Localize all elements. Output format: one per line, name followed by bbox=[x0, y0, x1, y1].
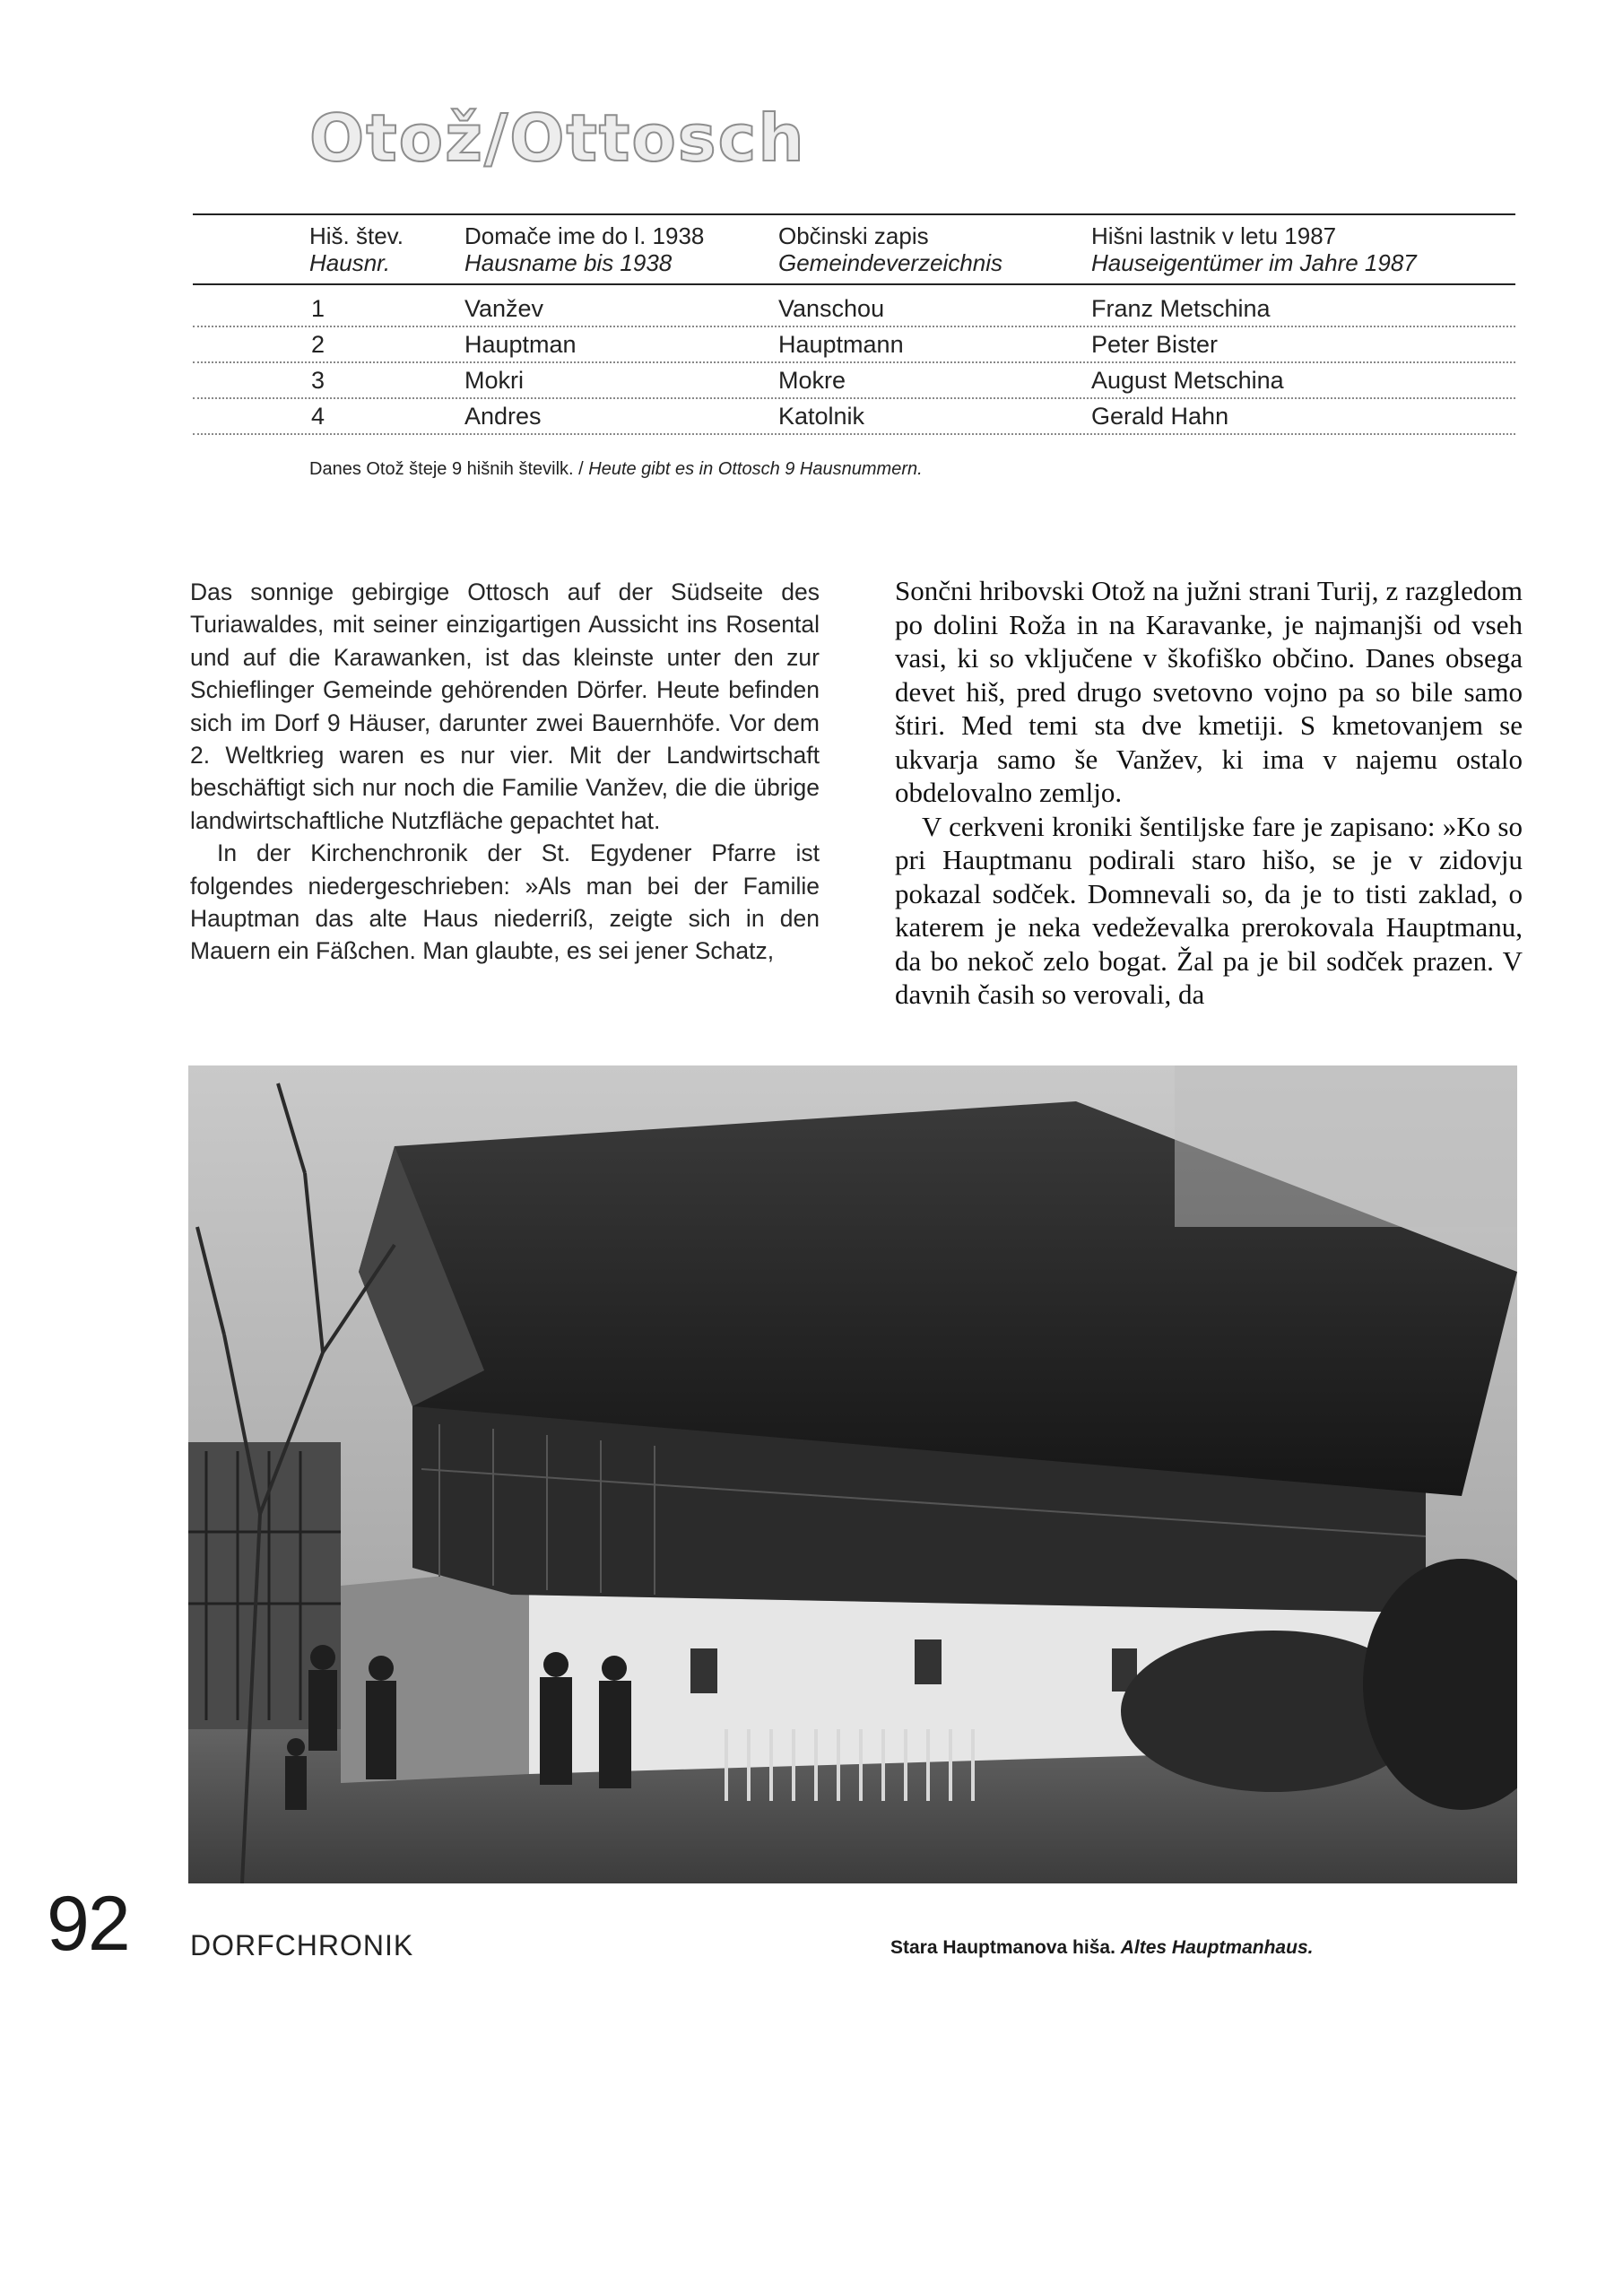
cell-owner: Franz Metschina bbox=[1091, 295, 1271, 322]
cell-house-name: Mokri bbox=[464, 367, 524, 394]
house-photo bbox=[188, 1065, 1517, 1883]
german-text-column bbox=[190, 576, 820, 968]
cell-owner: Gerald Hahn bbox=[1091, 403, 1229, 430]
page-number: 92 bbox=[47, 1881, 129, 1967]
german-paragraph: In der Kirchenchronik der St. Egydener Pfarre ist folgendes niedergeschrieben: »Als man bei der Familie Hauptman das alte Haus niederriß, zeigte sich in den Mauern ein Fäßchen. Man glaubte, es sei jener Schatz, bbox=[190, 839, 820, 965]
cell-register: Vanschou bbox=[778, 295, 885, 322]
cell-register: Katolnik bbox=[778, 403, 865, 430]
cell-number: 2 bbox=[311, 331, 325, 358]
german-paragraph: Das sonnige gebirgige Ottosch auf der Südseite des Turiawaldes, mit seiner einzigartigen Aussicht ins Rosental und auf die Karawanken, ist das kleinste unter den zur Schieflinger Gemeinde gehörenden Dörfer. Heute befinden sich im Dorf 9 Häuser, darunter zwei Bauernhöfe. Vor dem 2. Weltkrieg waren es nur vier. Mit der Landwirtschaft beschäftigt sich nur noch die Familie Vanžev, die die übrige landwirtschaftliche Nutzfläche gepachtet hat. bbox=[190, 578, 820, 834]
table-row bbox=[193, 326, 1515, 363]
header-register: Občinski zapis Gemeindeverzeichnis bbox=[778, 222, 1003, 276]
slovene-text-column bbox=[895, 574, 1523, 1012]
photo-caption: Stara Hauptmanova hiša. Altes Hauptmanhaus. bbox=[890, 1937, 1314, 1958]
header-owner: Hišni lastnik v letu 1987 Hauseigentümer im Jahre 1987 bbox=[1091, 222, 1417, 276]
table-row bbox=[193, 361, 1515, 399]
table-row bbox=[193, 397, 1515, 435]
cell-number: 1 bbox=[311, 295, 325, 322]
cell-register: Hauptmann bbox=[778, 331, 904, 358]
cell-house-name: Vanžev bbox=[464, 295, 544, 322]
section-title: DORFCHRONIK bbox=[190, 1929, 414, 1961]
cell-owner: August Metschina bbox=[1091, 367, 1284, 394]
header-house-name: Domače ime do l. 1938 Hausname bis 1938 bbox=[464, 222, 705, 276]
cell-house-name: Hauptman bbox=[464, 331, 577, 358]
cell-number: 3 bbox=[311, 367, 325, 394]
slovene-paragraph: Sončni hribovski Otož na južni strani Turij, z razgledom po dolini Roža in na Karavanke, je najmanjši od vseh vasi, ki so vključene v škofiško občino. Danes obsega devet hiš, pred drugo svetovno vojno pa so bile samo štiri. Med temi sta dve kmetiji. S kmetovanjem se ukvarja samo še Vanžev, ki ima v najemu ostalo obdelovalno zemljo. bbox=[895, 575, 1523, 808]
page-title: Otož/Ottosch bbox=[309, 100, 806, 176]
table-header-rule bbox=[193, 283, 1515, 285]
slovene-paragraph: V cerkveni kroniki šentiljske fare je zapisano: »Ko so pri Hauptmanu podirali staro hišo, se je v zidovju pokazal sodček. Domnevali so, da je to tisti zaklad, o katerem je neka vedeževalka prerokovala Hauptmanu, da bo nekoč zelo bogat. Žal pa je bil sodček prazen. V davnih časih so verovali, da bbox=[895, 810, 1523, 1010]
table-note: Danes Otož šteje 9 hišnih številk. / Heute gibt es in Ottosch 9 Hausnummern. bbox=[309, 459, 923, 479]
cell-register: Mokre bbox=[778, 367, 846, 394]
cell-owner: Peter Bister bbox=[1091, 331, 1219, 358]
header-house-number: Hiš. štev. Hausnr. bbox=[309, 222, 404, 276]
table-top-rule bbox=[193, 213, 1515, 215]
table-row bbox=[193, 290, 1515, 327]
cell-house-name: Andres bbox=[464, 403, 542, 430]
table-header bbox=[0, 222, 1623, 278]
cell-number: 4 bbox=[311, 403, 325, 430]
